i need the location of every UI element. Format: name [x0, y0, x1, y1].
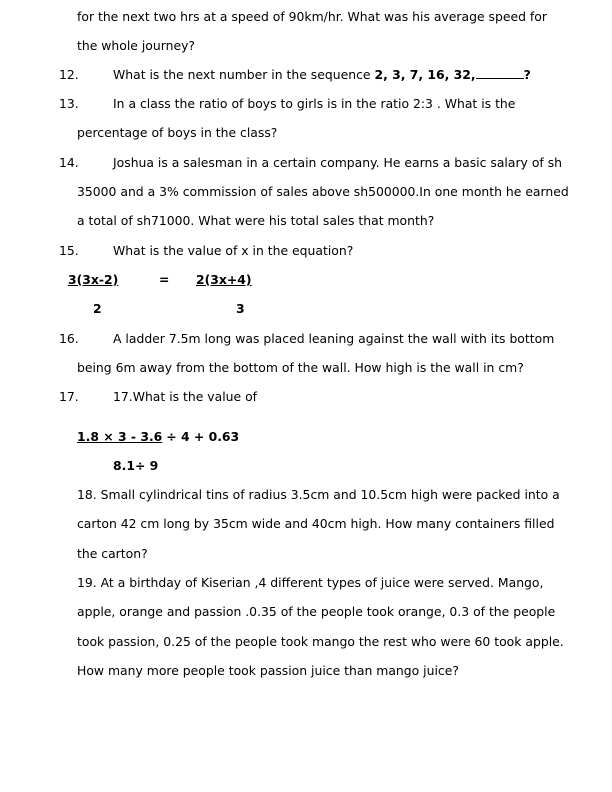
q19-line-4: How many more people took passion juice than mango juice?	[77, 663, 459, 678]
q18-line-2: carton 42 cm long by 35cm wide and 40cm high. How many containers filled	[77, 516, 555, 531]
q12-sequence: 2, 3, 7, 16, 32,	[374, 67, 476, 82]
q17-expression	[77, 429, 239, 445]
q15-lhs-denominator: 2	[93, 301, 102, 316]
q15-rhs-denominator: 3	[236, 301, 245, 316]
q16-line-2: being 6m away from the bottom of the wall. How high is the wall in cm?	[77, 360, 524, 375]
q14-number: 14.	[59, 155, 79, 170]
q16-line-1: A ladder 7.5m long was placed leaning against the wall with its bottom	[113, 331, 555, 346]
q18-line-3: the carton?	[77, 546, 148, 561]
q19-line-2: apple, orange and passion .0.35 of the people took orange, 0.3 of the people	[77, 604, 556, 619]
q17-expression-denominator: 8.1÷ 9	[113, 458, 159, 473]
q13-number: 13.	[59, 96, 79, 111]
q15-rhs-numerator: 2(3x+4)	[196, 272, 252, 287]
q11-line-2: the whole journey?	[77, 38, 195, 53]
q19-line-1: 19. At a birthday of Kiserian ,4 different types of juice were served. Mango,	[77, 575, 544, 590]
q12-answer-blank	[476, 67, 524, 79]
q15-number: 15.	[59, 243, 79, 258]
q11-line-1: for the next two hrs at a speed of 90km/hr. What was his average speed for	[77, 9, 547, 24]
q16-number: 16.	[59, 331, 79, 346]
q17-number: 17.	[59, 389, 79, 404]
q15-equals: =	[159, 272, 170, 287]
q14-line-1: Joshua is a salesman in a certain company. He earns a basic salary of sh	[113, 155, 563, 170]
q18-line-1: 18. Small cylindrical tins of radius 3.5cm and 10.5cm high were packed into a	[77, 487, 560, 502]
q17-expression-rest: ÷ 4 + 0.63	[166, 429, 240, 444]
q15-text: What is the value of x in the equation?	[113, 243, 354, 258]
q13-line-1: In a class the ratio of boys to girls is in the ratio 2:3 . What is the	[113, 96, 516, 111]
q19-line-3: took passion, 0.25 of the people took mango the rest who were 60 took apple.	[77, 634, 564, 649]
q13-line-2: percentage of boys in the class?	[77, 125, 278, 140]
q15-lhs-numerator: 3(3x-2)	[68, 272, 119, 287]
q12-question-mark: ?	[523, 67, 531, 82]
q12-text: What is the next number in the sequence	[113, 67, 375, 82]
q14-line-2: 35000 and a 3% commission of sales above sh500000.In one month he earned	[77, 184, 569, 199]
q17-expression-numerator: 1.8 × 3 - 3.6	[77, 429, 163, 444]
q17-text: 17.What is the value of	[113, 389, 258, 404]
q14-line-3: a total of sh71000. What were his total sales that month?	[77, 213, 435, 228]
q12-line	[113, 67, 531, 83]
q12-number: 12.	[59, 67, 79, 82]
